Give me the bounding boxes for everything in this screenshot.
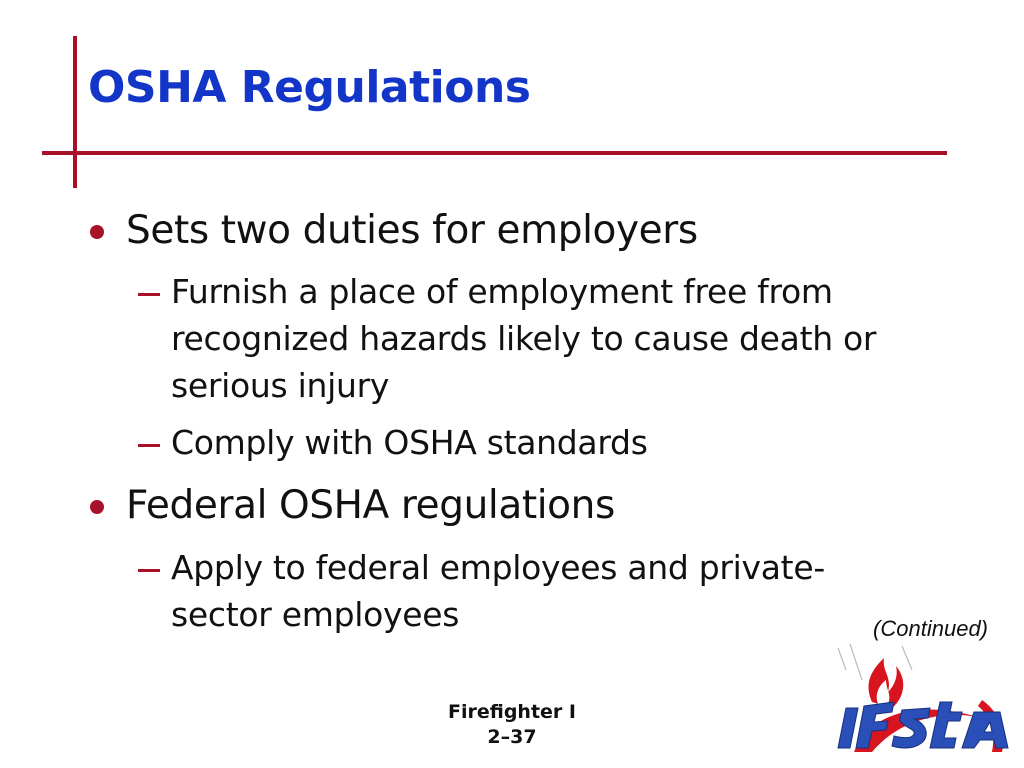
dash-icon [138,444,160,447]
frame-horizontal-line [42,151,947,155]
bullet-item: Sets two duties for employers [126,208,698,253]
bullet-dot-icon [90,225,104,239]
bullet-item: Federal OSHA regulations [126,483,615,528]
sub-bullet-item: Comply with OSHA standards [171,423,648,462]
sub-bullet-item: Furnish a place of employment free from recognized hazards likely to cause death or serious injury [171,272,877,405]
bullet-dot-icon [90,500,104,514]
slide-footer [412,700,612,750]
sub-bullet-item: Apply to federal employees and private- sector employees [171,548,825,634]
footer-course: Firefighter I [448,701,576,723]
slide-title: OSHA Regulations [88,62,531,113]
continued-label: (Continued) [873,616,988,641]
footer-page-number: 2–37 [487,726,537,748]
flame-logo-icon [832,640,1018,760]
dash-icon [138,293,160,296]
dash-icon [138,569,160,572]
frame-vertical-line [73,36,77,188]
